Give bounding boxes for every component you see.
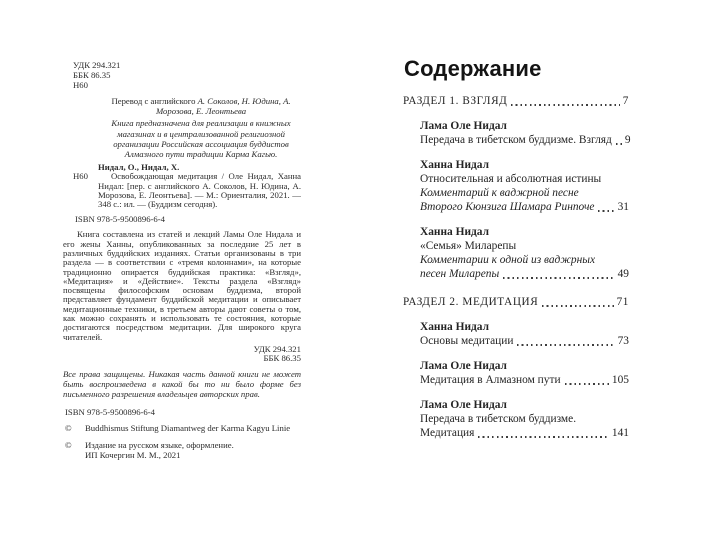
toc-entry xyxy=(420,158,629,214)
toc-entry-author: Лама Оле Нидал xyxy=(420,399,507,411)
dot-leader xyxy=(517,344,614,346)
bbk-number: ББК 86.35 xyxy=(73,70,111,80)
toc-section-1 xyxy=(403,94,629,281)
page-number: 9 xyxy=(624,134,631,146)
catalog-description: Освобождающая медитация / Оле Нидал, Ханна Нидал: [пер. с английского А. Соколов, Н. Юдина, А. Морозова, Е. Леонтьева]. — М.: Ориенталия, 2021. — 348 с.: ил. — (Буддизм сегодня). xyxy=(98,171,301,210)
copyright-line xyxy=(65,441,301,461)
page-number: 73 xyxy=(617,335,629,347)
copyright-text: Издание на русском языке, оформление. xyxy=(85,440,234,451)
page-number: 49 xyxy=(617,268,629,280)
toc-entry-line: Второго Кюнзига Шамара Ринпоче 31 xyxy=(420,201,629,213)
copyright-icon: © xyxy=(65,440,72,451)
toc-section-header xyxy=(403,94,629,108)
toc-entry-line: Передача в тибетском буддизме. Взгляд 9 xyxy=(420,134,631,146)
copyright-line xyxy=(65,424,301,434)
translator-names: А. Соколов, Н. Юдина, А. Морозова, Е. Леонтьева xyxy=(155,96,291,117)
bbk-number-footer: ББК 86.35 xyxy=(263,353,301,364)
toc-entry-author: Ханна Нидал xyxy=(420,226,489,238)
copyright-icon: © xyxy=(65,423,72,434)
toc-entry-author: Лама Оле Нидал xyxy=(420,120,507,132)
dot-leader xyxy=(511,104,619,106)
dot-leader xyxy=(598,210,614,212)
toc-entry-line: Медитация в Алмазном пути 105 xyxy=(420,374,629,386)
toc-entry-line: Передача в тибетском буддизме. xyxy=(420,413,577,425)
page-number: 105 xyxy=(611,374,629,386)
dot-leader xyxy=(616,143,622,145)
page-number: 7 xyxy=(622,95,629,107)
catalog-author-code: Н60 xyxy=(73,171,88,182)
udk-number: УДК 294.321 xyxy=(73,60,121,70)
dot-leader xyxy=(478,436,609,438)
toc-entry-author: Лама Оле Нидал xyxy=(420,360,507,372)
toc-entry-author: Ханна Нидал xyxy=(420,321,489,333)
udk-number-footer: УДК 294.321 xyxy=(253,343,301,354)
toc-entry xyxy=(420,225,629,281)
toc-title: Содержание xyxy=(404,56,542,81)
page-number: 31 xyxy=(617,201,629,213)
toc-entry xyxy=(420,119,629,147)
rights-note: Все права защищены. Никакая часть данной книги не может быть воспроизведена в какой бы то ни было форме без письменного разрешения владельцев авторских прав. xyxy=(63,368,301,399)
toc-entry-line: Комментарий к ваджрной песне xyxy=(420,187,579,199)
toc-entry-line: Относительная и абсолютная истины xyxy=(420,173,602,185)
translation-label: Перевод с английского xyxy=(111,96,196,106)
toc-entry-line: Основы медитации 73 xyxy=(420,335,629,347)
toc-section-2 xyxy=(403,295,629,440)
toc-entry xyxy=(420,359,629,387)
toc-section-label: РАЗДЕЛ 2. МЕДИТАЦИЯ xyxy=(403,296,539,308)
toc-entry-author: Ханна Нидал xyxy=(420,159,489,171)
translation-note xyxy=(101,96,301,116)
toc-entry xyxy=(420,320,629,348)
classification-block xyxy=(73,60,301,90)
copyright-text: ИП Кочергин М. М., 2021 xyxy=(85,449,181,460)
copyright-text: Buddhismus Stiftung Diamantweg der Karma Kagyu Linie xyxy=(85,423,291,434)
classification-footer xyxy=(63,345,301,364)
author-code: Н60 xyxy=(73,80,88,90)
imprint-page xyxy=(63,60,301,461)
toc-entry-line: Медитация 141 xyxy=(420,427,629,439)
catalog-record xyxy=(63,162,301,209)
toc-entry-line: «Семья» Миларепы xyxy=(420,240,517,252)
toc-page xyxy=(403,56,629,440)
page-number: 141 xyxy=(611,427,629,439)
isbn-bottom: ISBN 978-5-9500896-6-4 xyxy=(65,407,156,418)
dot-leader xyxy=(503,277,614,279)
catalog-authors: Нидал, О., Нидал, Х. xyxy=(98,162,180,173)
dot-leader xyxy=(542,305,613,307)
dot-leader xyxy=(565,383,609,385)
toc-entry-line: песен Миларепы 49 xyxy=(420,268,629,280)
toc-section-label: РАЗДЕЛ 1. ВЗГЛЯД xyxy=(403,95,508,107)
toc-entry-line: Комментарии к одной из ваджрных xyxy=(420,254,596,266)
isbn: ISBN 978-5-9500896-6-4 xyxy=(75,214,166,225)
distribution-note: Книга предназначена для реализации в книжных магазинах и в централизованной религиозной организации Российская ассоциация буддистов Алмазного пути традиции Карма Кагью. xyxy=(111,118,291,160)
toc-entry xyxy=(420,398,629,440)
toc-section-header xyxy=(403,295,629,309)
page-number: 71 xyxy=(616,296,629,308)
annotation: Книга составлена из статей и лекций Ламы Оле Нидала и его жены Ханны, опубликованных за последние 25 лет в различных буддийских изданиях. Статьи организованы в три раздела — в соответствии с «тремя колоннами», на которые традиционно опирается буддийская практика: «Взгляд», «Медитация» и «Действие». Тексты раздела «Взгляд» посвящены философским основам буддизма, второй представляет фундамент буддийской медитации и описывает медитационные техники, в третьем авторы дают советы о том, как можно сохранять и использовать те состояния, которые достигаются посредством медитации. Для широкого круга читателей. xyxy=(63,229,301,342)
